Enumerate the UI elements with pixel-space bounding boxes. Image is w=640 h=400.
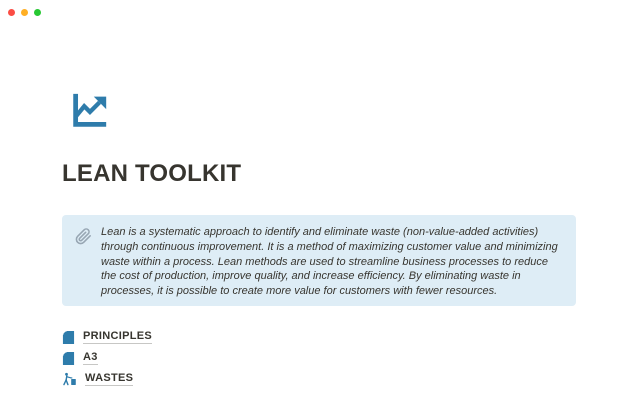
page-links	[62, 330, 152, 386]
document-icon	[62, 330, 75, 345]
callout-text: Lean is a systematic approach to identify and eliminate waste (non-value-added activities) through continuous improvement. It is a method of maximizing customer value and minimizing waste within a process. Lean methods are used to streamline business processes to reduce the cost of production, improve quality, and increase efficiency. By eliminating waste in processes, it is possible to create more value for customers with fewer resources.	[101, 226, 558, 298]
minimize-window-button[interactable]	[21, 9, 28, 16]
page-title: LEAN TOOLKIT	[62, 160, 242, 187]
page-link-label: PRINCIPLES	[83, 330, 153, 342]
page-link-wastes[interactable]	[62, 372, 152, 386]
close-window-button[interactable]	[8, 9, 15, 16]
page-link-label: WASTES	[85, 372, 134, 384]
window-controls	[8, 9, 41, 16]
page-link-principles[interactable]	[62, 330, 152, 344]
line-chart-icon	[68, 90, 110, 132]
page-link-label: A3	[83, 351, 98, 363]
document-icon	[62, 351, 75, 366]
tidyman-waste-icon	[62, 372, 77, 387]
page-link-a3[interactable]	[62, 351, 152, 365]
callout-block	[62, 215, 576, 306]
paperclip-icon	[75, 228, 92, 250]
zoom-window-button[interactable]	[34, 9, 41, 16]
